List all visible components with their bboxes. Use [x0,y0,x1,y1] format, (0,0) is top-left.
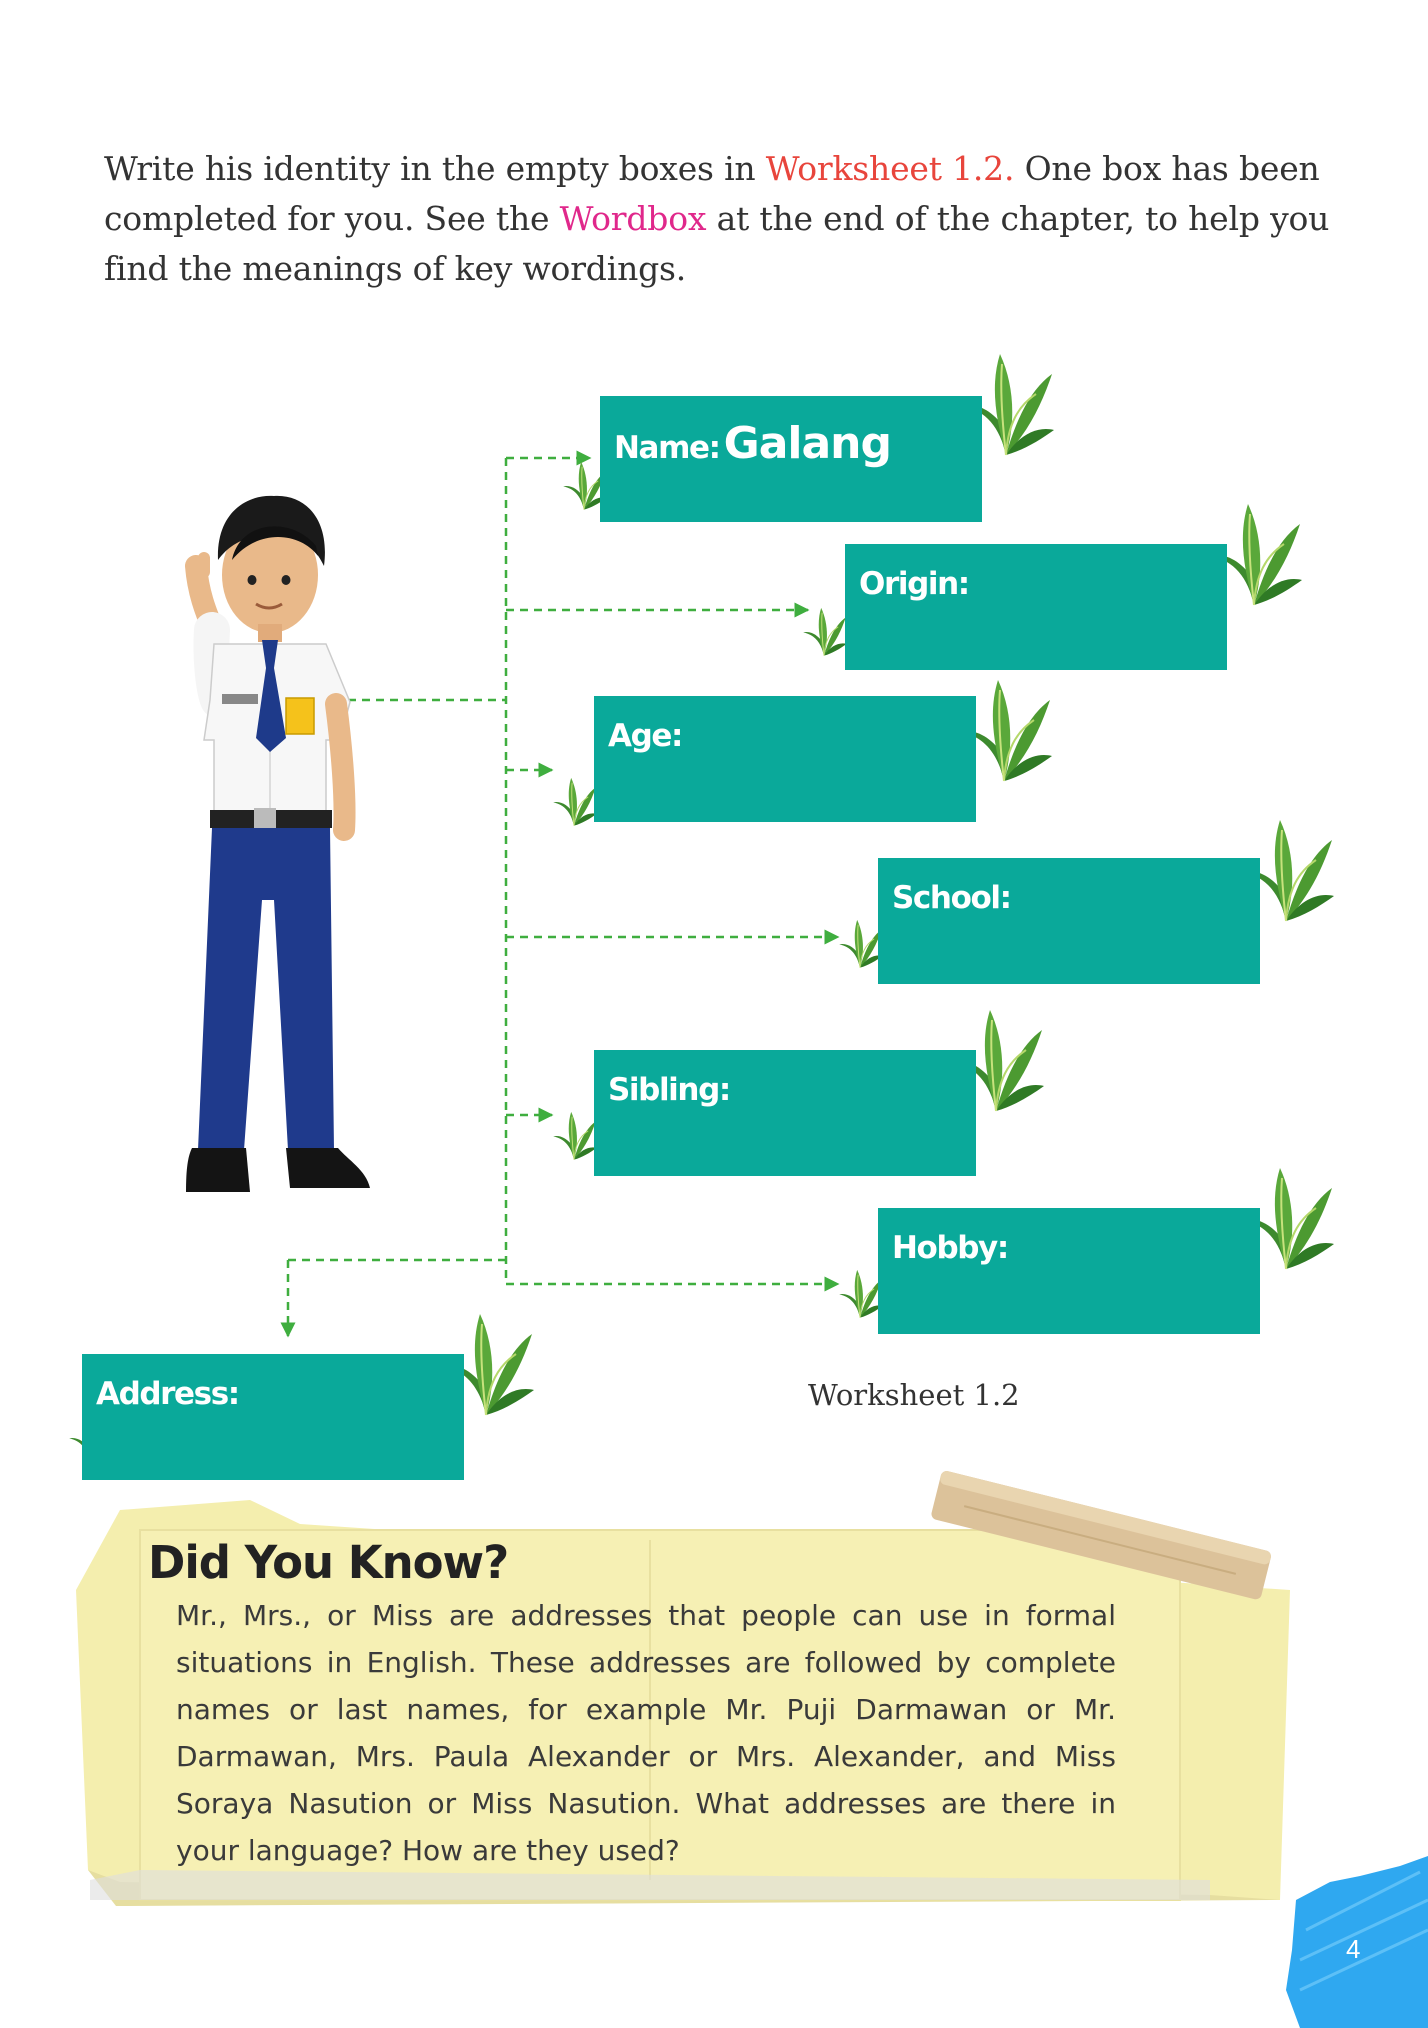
origin-label: Origin: [859,566,969,602]
age-label: Age: [608,718,683,754]
name-label [614,418,891,469]
origin-box[interactable] [845,544,1227,670]
instructions-part3: at the end of the chapter, to help you find the meanings of key wordings. [104,199,1330,288]
did-you-know-title: Did You Know? [148,1536,509,1589]
age-box[interactable] [594,696,976,822]
school-box[interactable] [878,858,1260,984]
sibling-box[interactable] [594,1050,976,1176]
worksheet-link[interactable]: Worksheet 1.2. [765,149,1015,188]
page-number: 4 [1346,1934,1361,1964]
name-value: Galang [723,418,891,469]
address-label: Address: [96,1376,239,1412]
did-you-know-body: Mr., Mrs., or Miss are addresses that people can use in formal situations in English. These addresses are followed by complete names or last names, for example Mr. Puji Darmawan or Mr. Darmawan, Mrs. Paula Alexander or Mrs. Alexander, and Miss Soraya Nasution or Miss Nasution. What addresses are there in your language? How are they used? [176,1599,1116,1867]
address-box[interactable] [82,1354,464,1480]
instructions-part2: One box has been completed for you. See the [104,149,1320,238]
instructions-part1: Write his identity in the empty boxes in [104,149,766,188]
student-illustration [186,496,370,1192]
connector-lines [288,458,838,1336]
wordbox-link[interactable]: Wordbox [559,199,707,238]
name-box [600,396,982,522]
school-label: School: [892,880,1011,916]
sibling-label: Sibling: [608,1072,730,1108]
name-label-text: Name: [614,430,720,466]
worksheet-caption: Worksheet 1.2 [808,1378,1020,1412]
hobby-label: Hobby: [892,1230,1008,1266]
hobby-box[interactable] [878,1208,1260,1334]
